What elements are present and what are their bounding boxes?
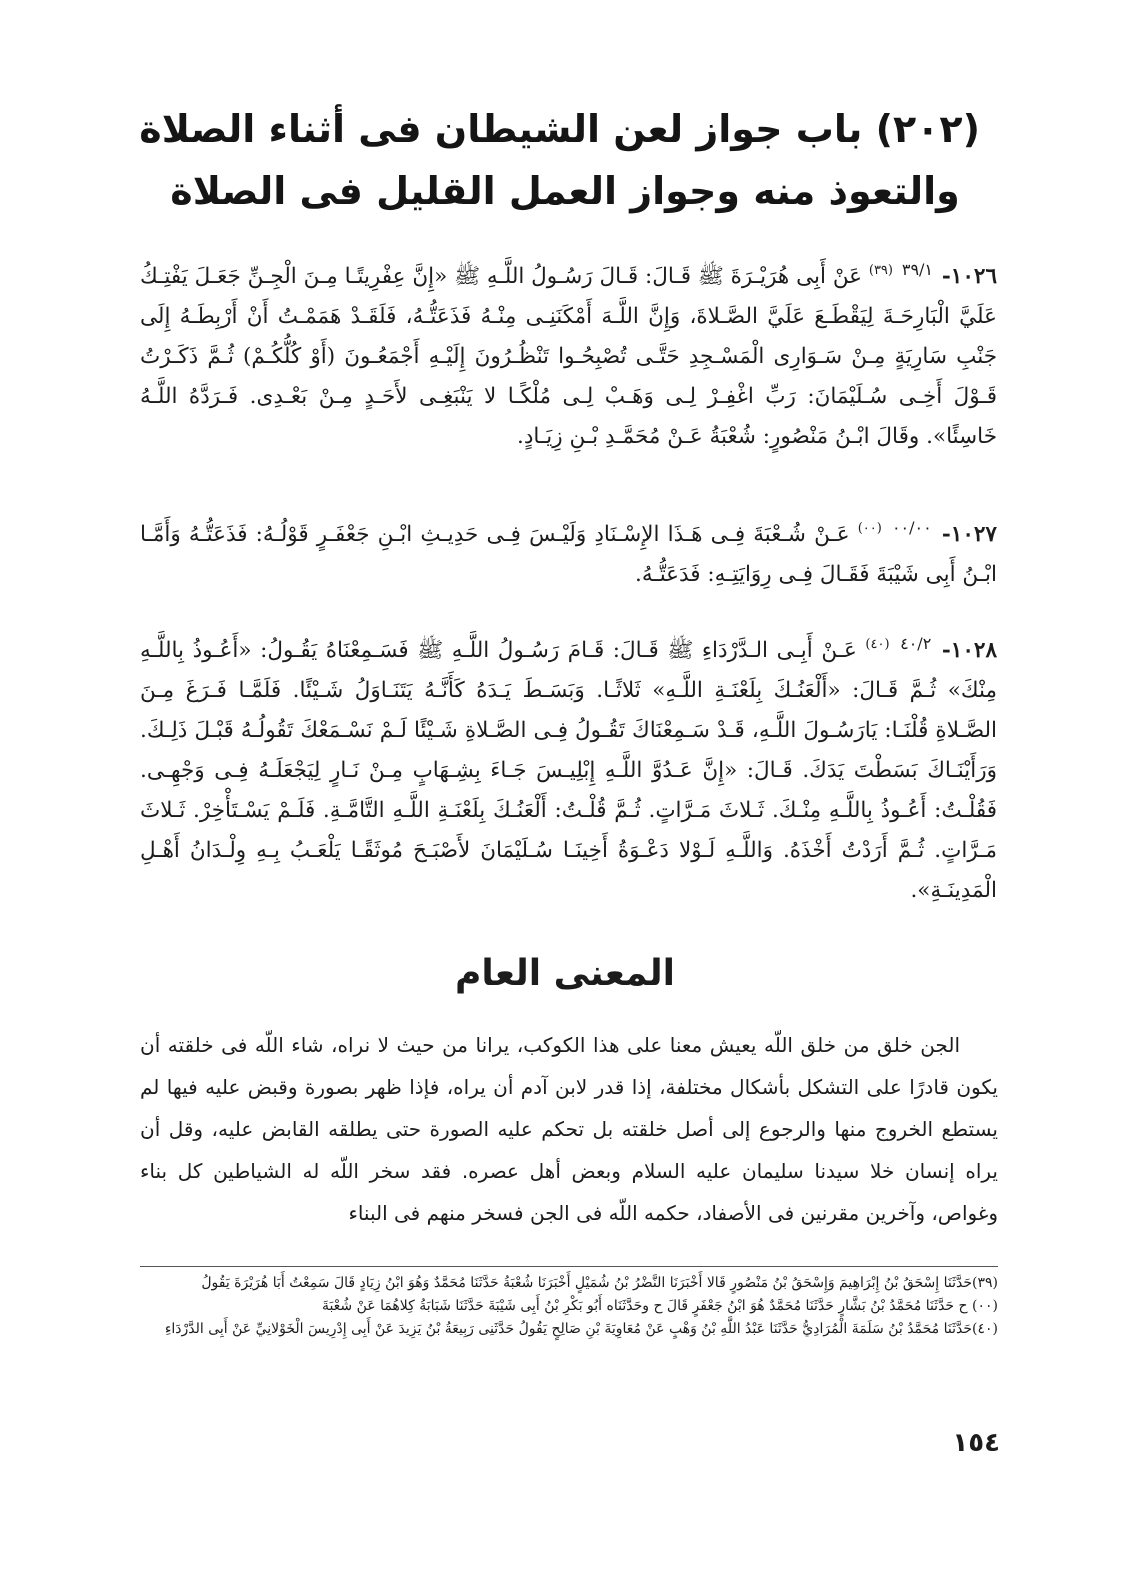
hadith-number: ١٠٢٦- xyxy=(941,264,997,289)
hadith-1026 xyxy=(140,250,997,457)
hadith-text: عَـنْ أَبِـى الـدَّرْدَاءِ ﷺ قَـالَ: قَـامَ رَسُـولُ اللَّـهِ ﷺ فَسَـمِعْنَاهُ يَقُـولُ: «أَعُـوذُ بِاللَّـهِ مِنْكَ» ثُـمَّ قَـالَ: «أَلْعَنُـكَ بِلَعْنَـةِ اللَّـهِ» ثَلاثًـا. وَبَسَـطَ يَـدَهُ كَأَنَّـهُ يَتَنَـاوَلُ شَـيْئًا. فَلَمَّـا فَـرَغَ مِـنَ الصَّـلاةِ قُلْنَـا: يَارَسُـولَ اللَّـهِ، قَـدْ سَـمِعْنَاكَ تَقُـولُ فِـى الصَّـلاةِ شَـيْئًا لَـمْ نَسْـمَعْكَ تَقُولُـهُ قَبْـلَ ذَلِـكَ. وَرَأَيْنَـاكَ بَسَطْتَ يَدَكَ. قَـالَ: «إِنَّ عَـدُوَّ اللَّـهِ إِبْلِيـسَ جَـاءَ بِشِـهَابٍ مِـنْ نَـارٍ لِيَجْعَلَـهُ فِـى وَجْهِـى. فَقُلْـتُ: أَعُـوذُ بِاللَّـهِ مِنْـكَ. ثَـلاثَ مَـرَّاتٍ. ثُـمَّ قُلْـتُ: أَلْعَنُـكَ بِلَعْنَـةِ اللَّـهِ التَّامَّـةِ. فَلَـمْ يَسْـتَأْخِرْ. ثَـلاثَ مَـرَّاتٍ. ثُـمَّ أَرَدْتُ أَخْذَهُ. وَاللَّـهِ لَـوْلا دَعْـوَةُ أَخِينَـا سُـلَيْمَانَ لأَصْبَـحَ مُوثَقًـا يَلْعَـبُ بِـهِ وِلْـدَانُ أَهْـلِ الْمَدِينَـةِ». xyxy=(140,638,997,903)
hadith-text: عَنْ أَبِى هُرَيْـرَةَ ﷺ قَـالَ: قَـالَ رَسُـولُ اللَّـهِ ﷺ «إِنَّ عِفْرِيتًـا مِـنَ الْجِـنِّ جَعَـلَ يَفْتِـكُ عَلَيَّ الْبَارِحَـةَ لِيَقْطَـعَ عَلَيَّ الصَّـلاةَ، وَإِنَّ اللَّـهَ أَمْكَنَنِـى مِنْـهُ فَذَعَتُّـهُ، فَلَقَـدْ هَمَمْـتُ أَنْ أَرْبِطَـهُ إِلَى جَنْبِ سَارِيَةٍ مِـنْ سَـوَارِى الْمَسْـجِدِ حَتَّـى تُصْبِحُـوا تَنْظُـرُونَ إِلَيْـهِ أَجْمَعُـونَ (أَوْ كُلُّكُـمْ) ثُـمَّ ذَكَـرْتُ قَـوْلَ أَخِـى سُـلَيْمَانَ: رَبِّ اغْفِـرْ لِـى وَهَـبْ لِـى مُلْكًـا لا يَنْبَغِـى لأَحَـدٍ مِـنْ بَعْـدِى. فَـرَدَّهُ اللَّـهُ خَاسِئًا». وقَالَ ابْـنُ مَنْصُورٍ: شُعْبَةُ عَـنْ مُحَمَّـدِ بْـنِ زِيَـادٍ. xyxy=(140,264,997,449)
hadith-number: ١٠٢٨- xyxy=(941,638,997,663)
page-number: ١٥٤ xyxy=(952,1428,1000,1458)
chain-marker: ٠٠/٠٠ xyxy=(891,518,932,537)
hadith-number: ١٠٢٧- xyxy=(941,522,997,547)
section-body: الجن خلق من خلق اللّه يعيش معنا على هذا الكوكب، يرانا من حيث لا نراه، شاء اللّه فى خلقته أن يكون قادرًا على التشكل بأشكال مختلفة، إذا قدر لابن آدم أن يراه، فإذا ظهر بصورة وقبض عليه فيها لم يستطع الخروج منها والرجوع إلى أصل خلقته بل تحكم عليه الصورة حتى يطلقه القابض عليه، وقل أن يراه إنسان خلا سيدنا سليمان عليه السلام وبعض أهل عصره. فقد سخر اللّه له الشياطين كل بناء وغواص، وآخرين مقرنين فى الأصفاد، حكمه اللّه فى الجن فسخر منهم فى البناء xyxy=(140,1033,998,1225)
chapter-heading xyxy=(139,98,980,222)
hadith-1027 xyxy=(140,508,997,595)
footnotes xyxy=(140,1272,998,1341)
footnote-40: (٤٠)حَدَّثَنَا مُحَمَّدُ بْنُ سَلَمَةَ الْمُرَادِيُّ حَدَّثَنَا عَبْدُ اللَّهِ بْنُ وَهْبٍ عَنْ مُعَاوِيَةَ بْنِ صَالِحٍ يَقُولُ حَدَّثَنِى رَبِيعَةُ بْنُ يَزِيدَ عَنْ أَبِى إِدْرِيسَ الْخَوْلانِيِّ عَنْ أَبِى الدَّرْدَاءِ xyxy=(164,1321,998,1337)
footnote-00: (٠٠) ح حَدَّثَنَا مُحَمَّدُ بْنُ بَشَّارٍ حَدَّثَنَا مُحَمَّدٌ هُوَ ابْنُ جَعْفَرٍ قَالَ ح وحَدَّثَنَاه أَبُو بَكْرِ بْنُ أَبِى شَيْبَةَ حَدَّثَنَا شَبَابَةُ كِلاهُمَا عَنْ شُعْبَةَ xyxy=(321,1298,998,1314)
footnote-reference: (٠٠) xyxy=(857,521,882,536)
chain-marker: ٤٠/٢ xyxy=(900,634,932,653)
chapter-title-line-2: والتعوذ منه وجواز العمل القليل فى الصلاة xyxy=(170,169,960,213)
hadith-1028 xyxy=(140,624,997,911)
footnote-reference: (٣٩) xyxy=(868,263,893,278)
chain-marker: ٣٩/١ xyxy=(901,260,934,279)
footnote-39: (٣٩)حَدَّثَنَا إِسْحَقُ بْنُ إِبْرَاهِيمَ وَإِسْحَقُ بْنُ مَنْصُورٍ قَالا أَخْبَرَنَا النَّضْرُ بْنُ شُمَيْلٍ أَخْبَرَنَا شُعْبَةُ حَدَّثَنَا مُحَمَّدٌ وَهُوَ ابْنُ زِيَادٍ قَالَ سَمِعْتُ أَبَا هُرَيْرَةَ يَقُولُ xyxy=(201,1275,998,1291)
footnote-reference: (٤٠) xyxy=(865,637,890,652)
chapter-title-line-1: (٢٠٢) باب جواز لعن الشيطان فى أثناء الصلاة xyxy=(139,107,980,151)
footnote-separator xyxy=(140,1266,998,1267)
section-title: المعنى العام xyxy=(454,953,676,994)
hadith-text: عَـنْ شُـعْبَةَ فِـى هَـذَا الإِسْـنَادِ وَلَيْـسَ فِـى حَدِيـثِ ابْـنِ جَعْفَـرٍ قَوْلُـهُ: فَذَعَتُّـهُ وَأَمَّـا ابْـنُ أَبِى شَيْبَةَ فَقَـالَ فِـى رِوَايَتِـهِ: فَدَعَتُّـهُ. xyxy=(140,522,997,587)
